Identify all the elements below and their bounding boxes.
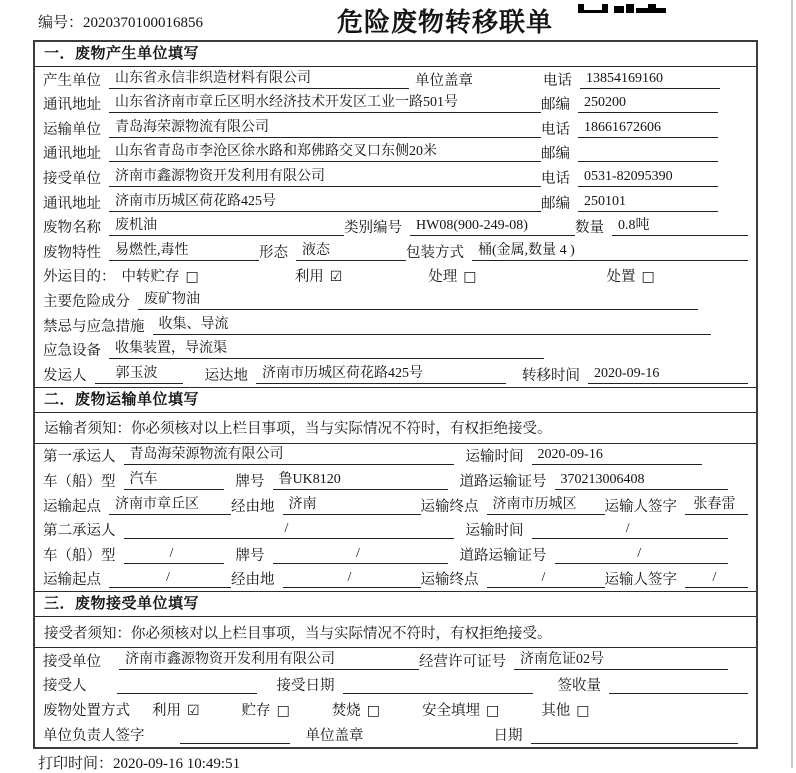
- waste-property-label: 废物特性: [43, 244, 101, 261]
- row-emergency-measures: [35, 313, 756, 338]
- outbound-purpose-label: 外运目的：: [43, 269, 116, 286]
- print-time-line: [38, 752, 240, 773]
- row-main-hazard: [35, 288, 756, 313]
- purpose-utilize-label: 利用: [294, 269, 324, 286]
- plate-number2-value: /: [273, 546, 448, 564]
- transporter-address-value: 山东省青岛市李沧区徐水路和郑佛路交叉口东侧20米: [109, 140, 541, 162]
- row-transporter-unit: [35, 116, 756, 141]
- accept-person-value: [117, 678, 257, 694]
- section-transporter: [35, 387, 756, 592]
- consignor-value: 郭玉波: [95, 362, 183, 384]
- serial-number-line: [38, 11, 203, 32]
- route2-start-value: /: [109, 570, 231, 588]
- purpose-utilize-checkbox: ☑: [329, 269, 343, 286]
- row-receiver-address: [35, 190, 756, 215]
- producer-zip-label: 邮编: [541, 97, 570, 114]
- producer-phone-value: 13854169160: [580, 71, 720, 89]
- print-time-label: 打印时间：: [38, 756, 114, 772]
- road-permit2-label: 道路运输证号: [459, 547, 547, 564]
- print-time-value: 2020-09-16 10:49:51: [113, 756, 241, 772]
- received-amount-label: 签收量: [557, 678, 601, 695]
- page-title: 危险废物转移联单: [336, 8, 554, 37]
- disposal-utilize-label: 利用: [152, 703, 181, 720]
- transport-time2-value: /: [532, 521, 729, 539]
- road-permit1-label: 道路运输证号: [459, 473, 547, 490]
- receiver-unit-label: 接受单位: [43, 170, 101, 187]
- receiver-phone-value: 0531-82095390: [578, 169, 718, 187]
- disposal-incinerate-label: 焚烧: [331, 703, 361, 720]
- accept-unit-label: 接受单位: [43, 653, 101, 670]
- route1-start-value: 济南市章丘区: [109, 493, 231, 515]
- transport-time1-value: 2020-09-16: [532, 447, 702, 465]
- producer-phone-label: 电话: [543, 72, 572, 89]
- packing-label: 包装方式: [406, 244, 464, 261]
- plate-number1-value: 鲁UK8120: [273, 468, 448, 490]
- route1-start-label: 运输起点: [43, 498, 101, 515]
- purpose-treat-checkbox: □: [463, 269, 477, 286]
- responsible-signature-value: [180, 728, 290, 744]
- route2-start-label: 运输起点: [43, 572, 101, 589]
- scan-page-edge: [791, 0, 793, 768]
- waste-quantity-label: 数量: [575, 220, 604, 237]
- row-transporter-address: [35, 141, 756, 166]
- qr-code-fragment-icon: [578, 0, 666, 9]
- main-hazard-label: 主要危险成分: [43, 293, 130, 310]
- section1-heading: 一．废物产生单位填写: [35, 42, 756, 67]
- carrier2-signature-value: /: [685, 570, 748, 588]
- row-receiver-unit: [35, 165, 756, 190]
- row-waste-property: [35, 239, 756, 264]
- carrier1-signature-label: 运输人签字: [604, 498, 677, 515]
- transport-time1-label: 运输时间: [465, 449, 524, 466]
- producer-unit-value: 山东省永信非织造材料有限公司: [109, 67, 409, 89]
- first-carrier-label: 第一承运人: [43, 449, 116, 466]
- waste-quantity-value: 0.8吨: [612, 214, 748, 236]
- route2-via-label: 经由地: [231, 572, 275, 589]
- road-permit2-value: /: [555, 546, 729, 564]
- accept-unit-value: 济南市鑫源物资开发利用有限公司: [119, 648, 419, 670]
- row-vehicle-type2: [35, 542, 756, 567]
- section3-heading: 三．废物接受单位填写: [35, 592, 756, 617]
- date-value: [531, 728, 739, 744]
- waste-property-value: 易燃性,毒性: [109, 239, 259, 261]
- route1-via-value: 济南: [283, 493, 421, 515]
- purpose-transfer-storage-label: 中转贮存: [121, 269, 180, 286]
- accept-date-label: 接受日期: [276, 678, 335, 695]
- row-accept-unit: [35, 648, 756, 673]
- route2-end-label: 运输终点: [420, 572, 479, 589]
- vehicle-type1-value: 汽车: [124, 468, 224, 490]
- main-hazard-value: 废矿物油: [138, 288, 698, 310]
- disposal-other-checkbox: □: [576, 703, 590, 720]
- accept-date-value: [343, 678, 533, 694]
- section-receiver: [35, 591, 756, 746]
- road-permit1-value: 370213006408: [555, 472, 729, 490]
- row-consignor: [35, 362, 756, 387]
- disposal-landfill-label: 安全填埋: [422, 703, 481, 720]
- row-producer-address: [35, 92, 756, 117]
- transfer-form: [33, 40, 758, 749]
- second-carrier-value: /: [124, 521, 454, 539]
- section2-heading: 二．废物运输单位填写: [35, 388, 756, 413]
- received-amount-value: [609, 678, 748, 694]
- license-number-label: 经营许可证号: [419, 653, 506, 670]
- vehicle-type1-label: 车（船）型: [43, 473, 116, 490]
- receiver-zip-value: 250101: [578, 194, 718, 212]
- receiver-unit-value: 济南市鑫源物资开发利用有限公司: [109, 165, 541, 187]
- row-responsible-signature: [35, 722, 756, 747]
- destination-value: 济南市历城区荷花路425号: [256, 362, 506, 384]
- receiver-seal-label: 单位盖章: [305, 727, 364, 744]
- route1-end-value: 济南市历城区: [487, 493, 605, 515]
- serial-label: 编号：: [38, 15, 84, 31]
- emergency-equipment-label: 应急设备: [43, 343, 101, 360]
- license-number-value: 济南危证02号: [514, 648, 728, 670]
- receiver-phone-label: 电话: [541, 170, 570, 187]
- route2-end-value: /: [487, 570, 605, 588]
- transporter-notice: 运输者须知：你必须核对以上栏目事项，当与实际情况不符时，有权拒绝接受。: [35, 413, 756, 444]
- row-second-carrier: [35, 518, 756, 543]
- waste-name-label: 废物名称: [43, 220, 101, 237]
- producer-zip-value: 250200: [578, 95, 718, 113]
- consignor-label: 发运人: [43, 367, 87, 384]
- producer-address-label: 通讯地址: [43, 97, 101, 114]
- responsible-signature-label: 单位负责人签字: [43, 727, 145, 744]
- waste-form-label: 形态: [259, 244, 288, 261]
- purpose-transfer-storage-checkbox: □: [185, 269, 199, 286]
- receiver-address-value: 济南市历城区荷花路425号: [109, 190, 541, 212]
- vehicle-type2-label: 车（船）型: [43, 547, 116, 564]
- plate-number1-label: 牌号: [235, 473, 265, 490]
- section-producer: [35, 42, 756, 387]
- row-route2: [35, 567, 756, 592]
- waste-code-value: HW08(900-249-08): [410, 218, 575, 236]
- unit-seal-label: 单位盖章: [415, 72, 473, 89]
- packing-value: 桶(金属,数量 4 ): [472, 239, 748, 261]
- receiver-notice: 接受者须知：你必须核对以上栏目事项，当与实际情况不符时，有权拒绝接受。: [35, 617, 756, 648]
- emergency-equipment-value: 收集装置，导流渠: [109, 337, 544, 359]
- carrier2-signature-label: 运输人签字: [604, 572, 677, 589]
- route1-via-label: 经由地: [231, 498, 275, 515]
- producer-unit-label: 产生单位: [43, 72, 101, 89]
- transporter-address-label: 通讯地址: [43, 146, 101, 163]
- transporter-unit-label: 运输单位: [43, 121, 101, 138]
- route2-via-value: /: [283, 570, 421, 588]
- disposal-method-label: 废物处置方式: [43, 703, 130, 720]
- receiver-address-label: 通讯地址: [43, 195, 101, 212]
- row-outbound-purpose: [35, 264, 756, 289]
- route1-end-label: 运输终点: [420, 498, 479, 515]
- disposal-incinerate-checkbox: □: [366, 703, 381, 720]
- purpose-treat-label: 处理: [428, 269, 458, 286]
- second-carrier-label: 第二承运人: [43, 523, 116, 540]
- transporter-phone-value: 18661672606: [578, 120, 718, 138]
- transporter-unit-value: 青岛海荣源物流有限公司: [109, 116, 541, 138]
- transport-time2-label: 运输时间: [465, 523, 524, 540]
- row-producer-unit: [35, 67, 756, 92]
- receiver-zip-label: 邮编: [541, 195, 570, 212]
- transporter-zip-value: [578, 146, 718, 162]
- purpose-dispose-label: 处置: [606, 269, 636, 286]
- carrier1-signature-value: 张春雷: [685, 493, 748, 515]
- emergency-measures-label: 禁忌与应急措施: [43, 318, 145, 335]
- waste-form-value: 液态: [296, 239, 406, 261]
- row-disposal-method: [35, 697, 756, 722]
- row-first-carrier: [35, 444, 756, 469]
- accept-person-label: 接受人: [43, 678, 87, 695]
- emergency-measures-value: 收集、导流: [153, 313, 711, 335]
- transporter-phone-label: 电话: [541, 121, 570, 138]
- transfer-time-value: 2020-09-16: [588, 366, 748, 384]
- transfer-time-label: 转移时间: [522, 367, 580, 384]
- serial-value: 2020370100016856: [83, 15, 204, 31]
- row-waste-name: [35, 215, 756, 240]
- disposal-other-label: 其他: [541, 703, 571, 720]
- row-vehicle-type1: [35, 468, 756, 493]
- disposal-storage-checkbox: □: [276, 703, 290, 720]
- disposal-landfill-checkbox: □: [486, 703, 500, 720]
- destination-label: 运达地: [204, 367, 248, 384]
- waste-name-value: 废机油: [109, 214, 344, 236]
- date-label: 日期: [493, 727, 523, 744]
- disposal-storage-label: 贮存: [241, 703, 271, 720]
- waste-code-label: 类别编号: [344, 220, 402, 237]
- producer-address-value: 山东省济南市章丘区明水经济技术开发区工业一路501号: [109, 91, 541, 113]
- row-emergency-equipment: [35, 338, 756, 363]
- transporter-zip-label: 邮编: [541, 146, 570, 163]
- row-accept-person: [35, 673, 756, 698]
- row-route1: [35, 493, 756, 518]
- plate-number2-label: 牌号: [235, 547, 265, 564]
- first-carrier-value: 青岛海荣源物流有限公司: [124, 443, 454, 465]
- disposal-utilize-checkbox: ☑: [187, 703, 200, 720]
- vehicle-type2-value: /: [124, 546, 224, 564]
- purpose-dispose-checkbox: □: [641, 269, 655, 286]
